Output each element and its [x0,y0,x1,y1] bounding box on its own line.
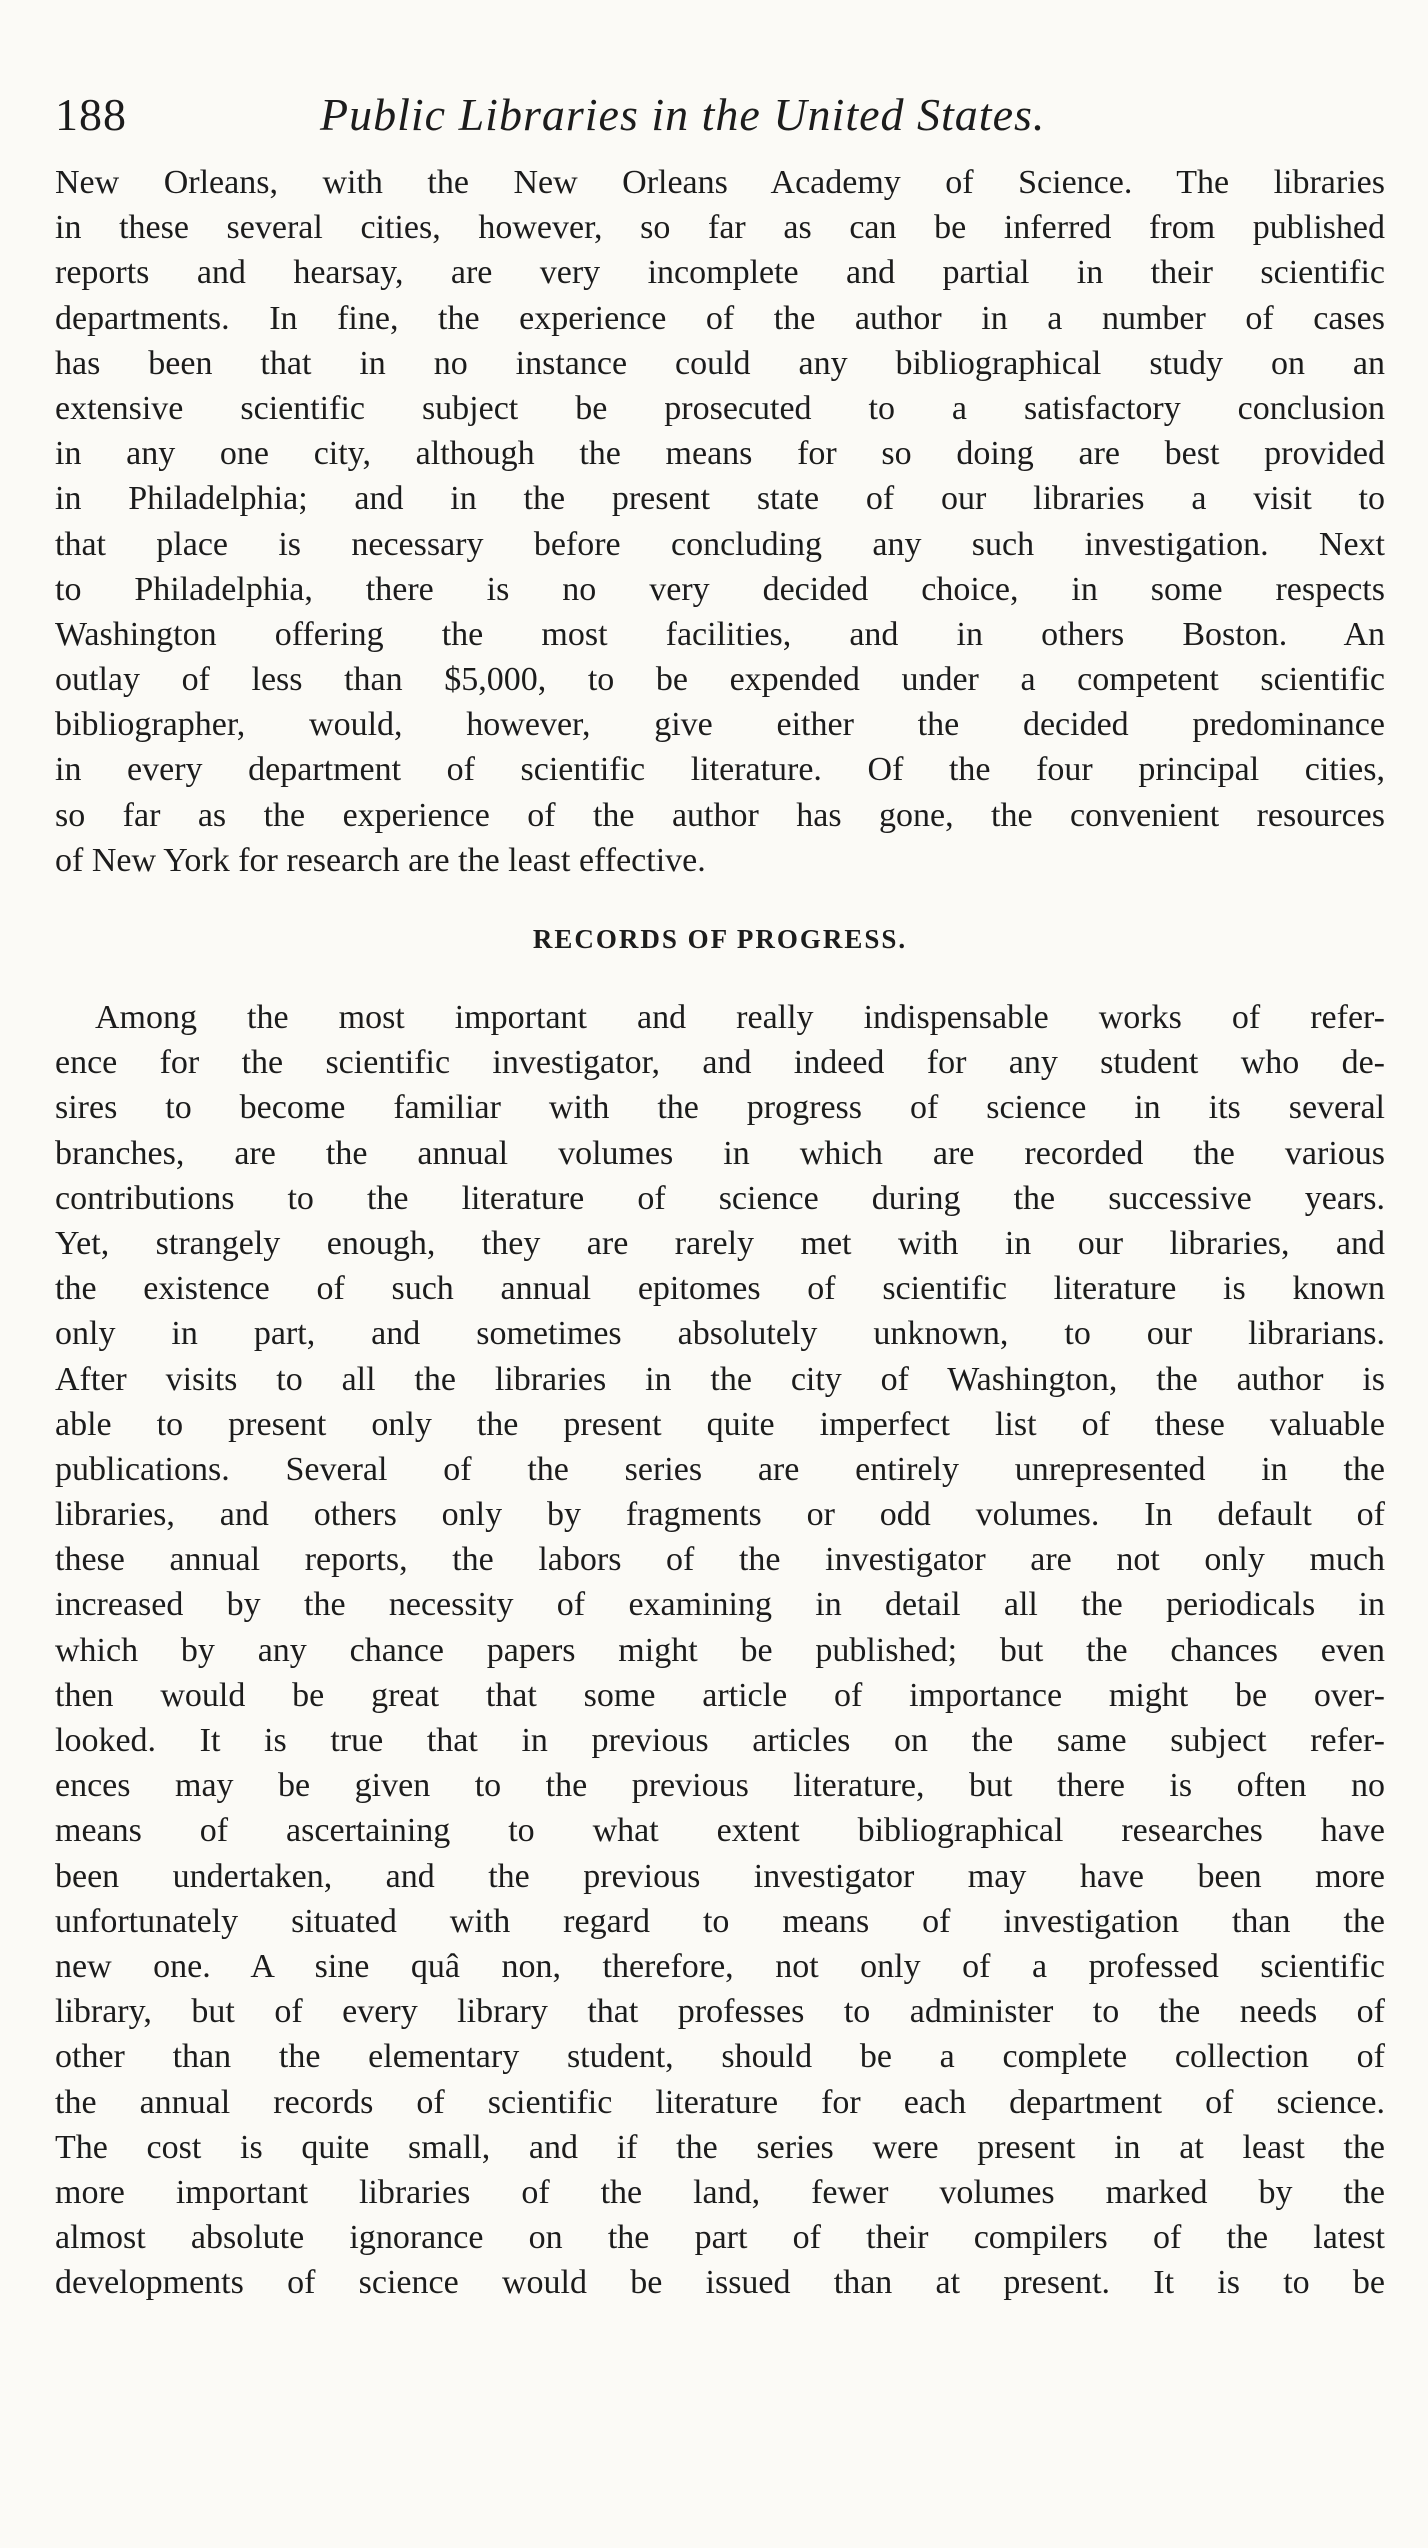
text-line: developments of science would be issued than at present. It is to be [55,2264,1385,2302]
text-line: departments. In fine, the experience of the author in a number of cases [55,299,1385,337]
page-header [55,80,1385,150]
text-line: Washington offering the most facilities, and in others Boston. An [55,615,1385,653]
section-heading: RECORDS OF PROGRESS. [532,924,908,954]
text-line: New Orleans, with the New Orleans Academy of Science. The libraries [55,164,1385,201]
text-line: in these several cities, however, so far as can be inferred from published [55,209,1385,247]
paragraph-records-of-progress [55,995,1385,2305]
text-line: looked. It is true that in previous articles on the same subject refer- [55,1722,1385,1759]
text-line: ences may be given to the previous literature, but there is often no [55,1767,1385,1805]
text-line: then would be great that some article of importance might be over- [55,1676,1385,1714]
text-line: so far as the experience of the author has gone, the convenient resources [55,796,1385,834]
text-line: reports and hearsay, are very incomplete and partial in their scientific [55,254,1385,292]
text-line: other than the elementary student, should be a complete collection of [55,2038,1385,2076]
text-line: libraries, and others only by fragments or odd volumes. In default of [55,1496,1385,1534]
text-line: Yet, strangely enough, they are rarely met with in our libraries, and [55,1224,1385,1262]
text-line: new one. A sine quâ non, therefore, not only of a professed scientific [55,1947,1385,1985]
text-line: sires to become familiar with the progress of science in its several [55,1089,1385,1127]
text-line: bibliographer, would, however, give either the decided predominance [55,706,1385,744]
text-line: publications. Several of the series are entirely unrepresented in the [55,1450,1385,1488]
text-line: The cost is quite small, and if the series were present in at least the [55,2128,1385,2166]
text-line: been undertaken, and the previous investigator may have been more [55,1857,1385,1895]
text-line: library, but of every library that professes to administer to the needs of [55,1993,1385,2031]
text-line: that place is necessary before concluding any such investigation. Next [55,525,1385,563]
text-line: increased by the necessity of examining in detail all the periodicals in [55,1586,1385,1624]
text-line: the existence of such annual epitomes of scientific literature is known [55,1270,1385,1308]
text-line: in any one city, although the means for so doing are best provided [55,435,1385,473]
text-line: able to present only the present quite imperfect list of these valuable [55,1405,1385,1443]
text-line: of New York for research are the least effective. [55,841,706,879]
text-line: means of ascertaining to what extent bibliographical researches have [55,1812,1385,1850]
text-line: extensive scientific subject be prosecuted to a satisfactory conclusion [55,389,1385,427]
text-line: more important libraries of the land, fewer volumes marked by the [55,2173,1385,2211]
running-title: Public Libraries in the United States. [320,89,1046,140]
text-line: in every department of scientific literature. Of the four principal cities, [55,751,1385,789]
text-line: to Philadelphia, there is no very decided choice, in some respects [55,570,1385,608]
text-line: these annual reports, the labors of the investigator are not only much [55,1541,1385,1579]
text-line: unfortunately situated with regard to means of investigation than the [55,1902,1385,1940]
text-line: ence for the scientific investigator, and indeed for any student who de- [55,1044,1385,1082]
text-line: the annual records of scientific literature for each department of science. [55,2083,1385,2121]
page-body [55,160,1385,2305]
paragraph-continued [55,160,1385,883]
text-line: almost absolute ignorance on the part of their compilers of the latest [55,2219,1385,2257]
text-line: has been that in no instance could any bibliographical study on an [55,344,1385,382]
text-line: Among the most important and really indispensable works of refer- [95,999,1385,1036]
text-line: contributions to the literature of science during the successive years. [55,1179,1385,1217]
text-line: only in part, and sometimes absolutely unknown, to our librarians. [55,1315,1385,1353]
text-line: After visits to all the libraries in the city of Washington, the author is [55,1360,1385,1398]
page-number: 188 [55,89,127,140]
text-line: branches, are the annual volumes in which are recorded the various [55,1134,1385,1172]
text-line: outlay of less than $5,000, to be expended under a competent scientific [55,661,1385,699]
text-line: in Philadelphia; and in the present state of our libraries a visit to [55,480,1385,518]
text-line: which by any chance papers might be published; but the chances even [55,1631,1385,1669]
